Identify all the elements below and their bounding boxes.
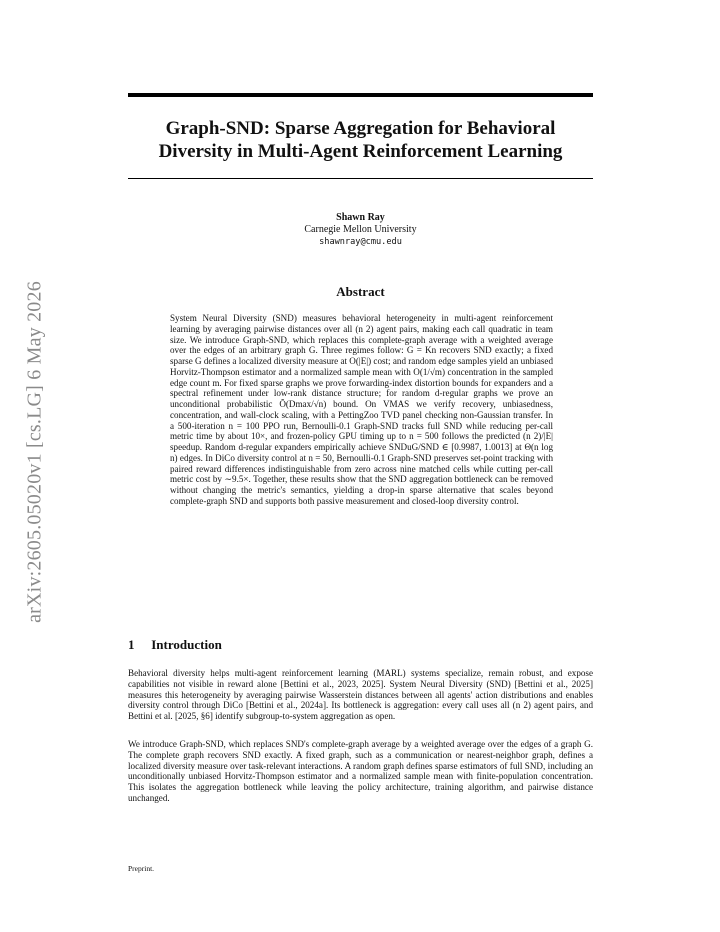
arxiv-identifier-text: arXiv:2605.05020v1 [cs.LG] 6 May 2026 [23, 281, 46, 623]
footer-note: Preprint. [128, 864, 155, 873]
author-email: shawnray@cmu.edu [319, 237, 402, 247]
title-top-rule [128, 93, 593, 97]
author-block [128, 212, 593, 248]
paper-title: Graph-SND: Sparse Aggregation for Behavioral Diversity in Multi-Agent Reinforcement Learning [158, 118, 563, 162]
section-number: 1 [128, 637, 135, 652]
author-name: Shawn Ray [336, 212, 385, 223]
section-title: Introduction [151, 637, 222, 652]
abstract-heading: Abstract [336, 284, 385, 299]
intro-paragraph: We introduce Graph-SND, which replaces SND's complete-graph average by a weighted average over the edges of a graph G. The complete graph recovers SND exactly. A fixed graph, such as a communication or nearest-neighbor graph, defines a localized diversity measure over task-relevant interactions. A random graph defines sparse estimators of full SND, including an unconditionally unbiased Horvitz-Thompson estimator and a normalized sample mean with finite-population concentration. This isolates the aggregation bottleneck while leaving the policy architecture, training algorithm, and pairwise distance unchanged. [128, 739, 593, 803]
arxiv-identifier [22, 262, 48, 642]
intro-paragraph: Behavioral diversity helps multi-agent reinforcement learning (MARL) systems specialize, remain robust, and expose capabilities not visible in reward alone [Bettini et al., 2023, 2025]. System Neural Diversity (SND) [Bettini et al., 2025] measures this heterogeneity by averaging pairwise Wasserstein distances between all agents' action distributions and enables diversity control through DiCo [Bettini et al., 2024a]. Its bottleneck is aggregation: every call uses all (n 2) agent pairs, and Bettini et al. [2025, §6] identify subgroup-to-system aggregation as open. [128, 668, 593, 721]
abstract-body: System Neural Diversity (SND) measures behavioral heterogeneity in multi-agent reinforcement learning by averaging pairwise distances over all (n 2) agent pairs, making each call quadratic in team size. We introduce Graph-SND, which replaces this complete-graph average with a weighted average over the edges of an arbitrary graph G. Three regimes follow: G = Kn recovers SND exactly; a fixed sparse G defines a localized diversity measure at O(|E|) cost; and random edge samples yield an unbiased Horvitz-Thompson estimator and a normalized sample mean with O(1/√m) concentration in the sampled edge count m. For fixed sparse graphs we prove forwarding-index distortion bounds for expanders and a spectral refinement under low-rank distance structure; for random d-regular graphs we prove an unconditional probabilistic Õ(Dmax/√n) bound. On VMAS we verify recovery, unbiasedness, concentration, and wall-clock scaling, with a PettingZoo TVD panel checking non-Gaussian transfer. In a 500-iteration n = 100 PPO run, Bernoulli-0.1 Graph-SND tracks full SND while reducing per-call metric time by about 10×, and frozen-policy GPU timing up to n = 500 follows the predicted (n 2)/|E| speedup. Random d-regular expanders empirically achieve SNDuG/SND ∈ [0.9987, 1.0013] at Θ(n log n) edges. In DiCo diversity control at n = 50, Bernoulli-0.1 Graph-SND preserves set-point tracking with paired reward differences indistinguishable from zero across nine matched cells while cutting per-call metric cost by ∼9.5×. Together, these results show that the SND aggregation bottleneck can be removed without changing the metric's semantics, yielding a drop-in sparse alternative that scales beyond complete-graph SND and supports both passive measurement and closed-loop diversity control. [170, 313, 553, 506]
author-affiliation: Carnegie Mellon University [304, 224, 417, 235]
title-bottom-rule [128, 178, 593, 179]
section-heading [128, 637, 222, 653]
